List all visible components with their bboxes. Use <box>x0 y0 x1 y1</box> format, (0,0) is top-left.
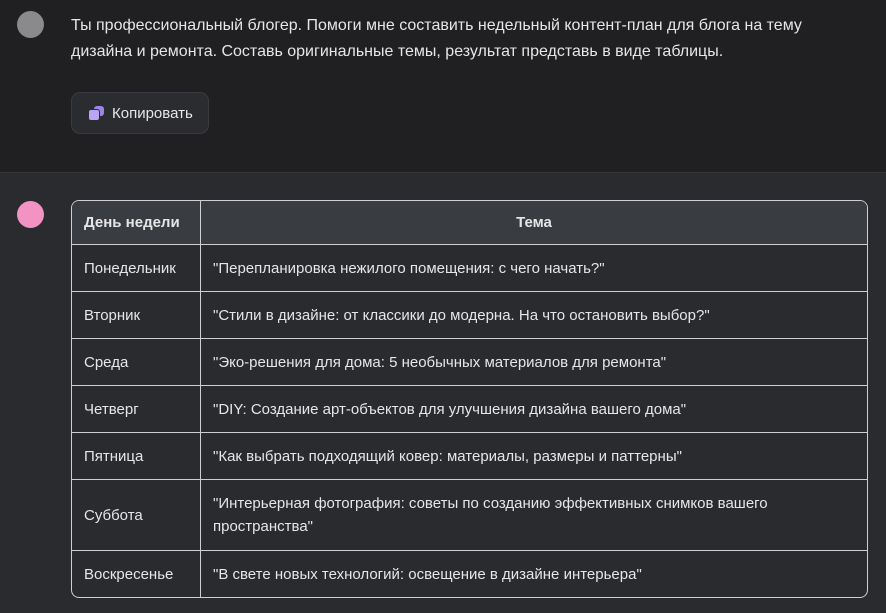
table-row <box>72 386 867 433</box>
user-message-text: Ты профессиональный блогер. Помоги мне составить недельный контент-план для блога на тему дизайна и ремонта. Составь оригинальные темы, результат представь в виде таблицы. <box>71 17 802 60</box>
table-row <box>72 480 867 551</box>
content-plan-table <box>71 200 868 598</box>
cell-topic: "Перепланировка нежилого помещения: с чего начать?" <box>201 245 867 292</box>
table-row <box>72 339 867 386</box>
cell-topic: "Эко-решения для дома: 5 необычных материалов для ремонта" <box>201 339 867 386</box>
cell-day: Суббота <box>72 480 201 551</box>
copy-button-label: Копировать <box>112 104 193 122</box>
table-header-row <box>72 201 867 245</box>
cell-topic: "В свете новых технологий: освещение в дизайне интерьера" <box>213 565 642 583</box>
cell-topic: "Как выбрать подходящий ковер: материалы, размеры и паттерны" <box>201 433 867 480</box>
user-avatar <box>17 11 44 38</box>
cell-day: Среда <box>72 339 201 386</box>
assistant-message <box>0 173 886 613</box>
header-topic: Тема <box>201 201 867 245</box>
table-row <box>72 245 867 292</box>
cell-topic: "DIY: Создание арт-объектов для улучшения дизайна вашего дома" <box>201 386 867 433</box>
cell-day: Пятница <box>72 433 201 480</box>
user-message <box>0 0 886 173</box>
cell-topic: "Интерьерная фотография: советы по созданию эффективных снимков вашего пространства" <box>201 480 867 551</box>
cell-day: Четверг <box>72 386 201 433</box>
cell-day: Понедельник <box>72 245 201 292</box>
copy-button[interactable] <box>71 92 209 134</box>
cell-day: Воскресенье <box>72 551 201 597</box>
table-row <box>72 433 867 480</box>
table-row <box>72 551 867 597</box>
cell-day: Вторник <box>72 292 201 339</box>
cell-topic: "Стили в дизайне: от классики до модерна. На что остановить выбор?" <box>201 292 867 339</box>
header-day: День недели <box>72 201 201 245</box>
table-row <box>72 292 867 339</box>
copy-icon <box>88 105 104 121</box>
assistant-avatar <box>17 201 44 228</box>
